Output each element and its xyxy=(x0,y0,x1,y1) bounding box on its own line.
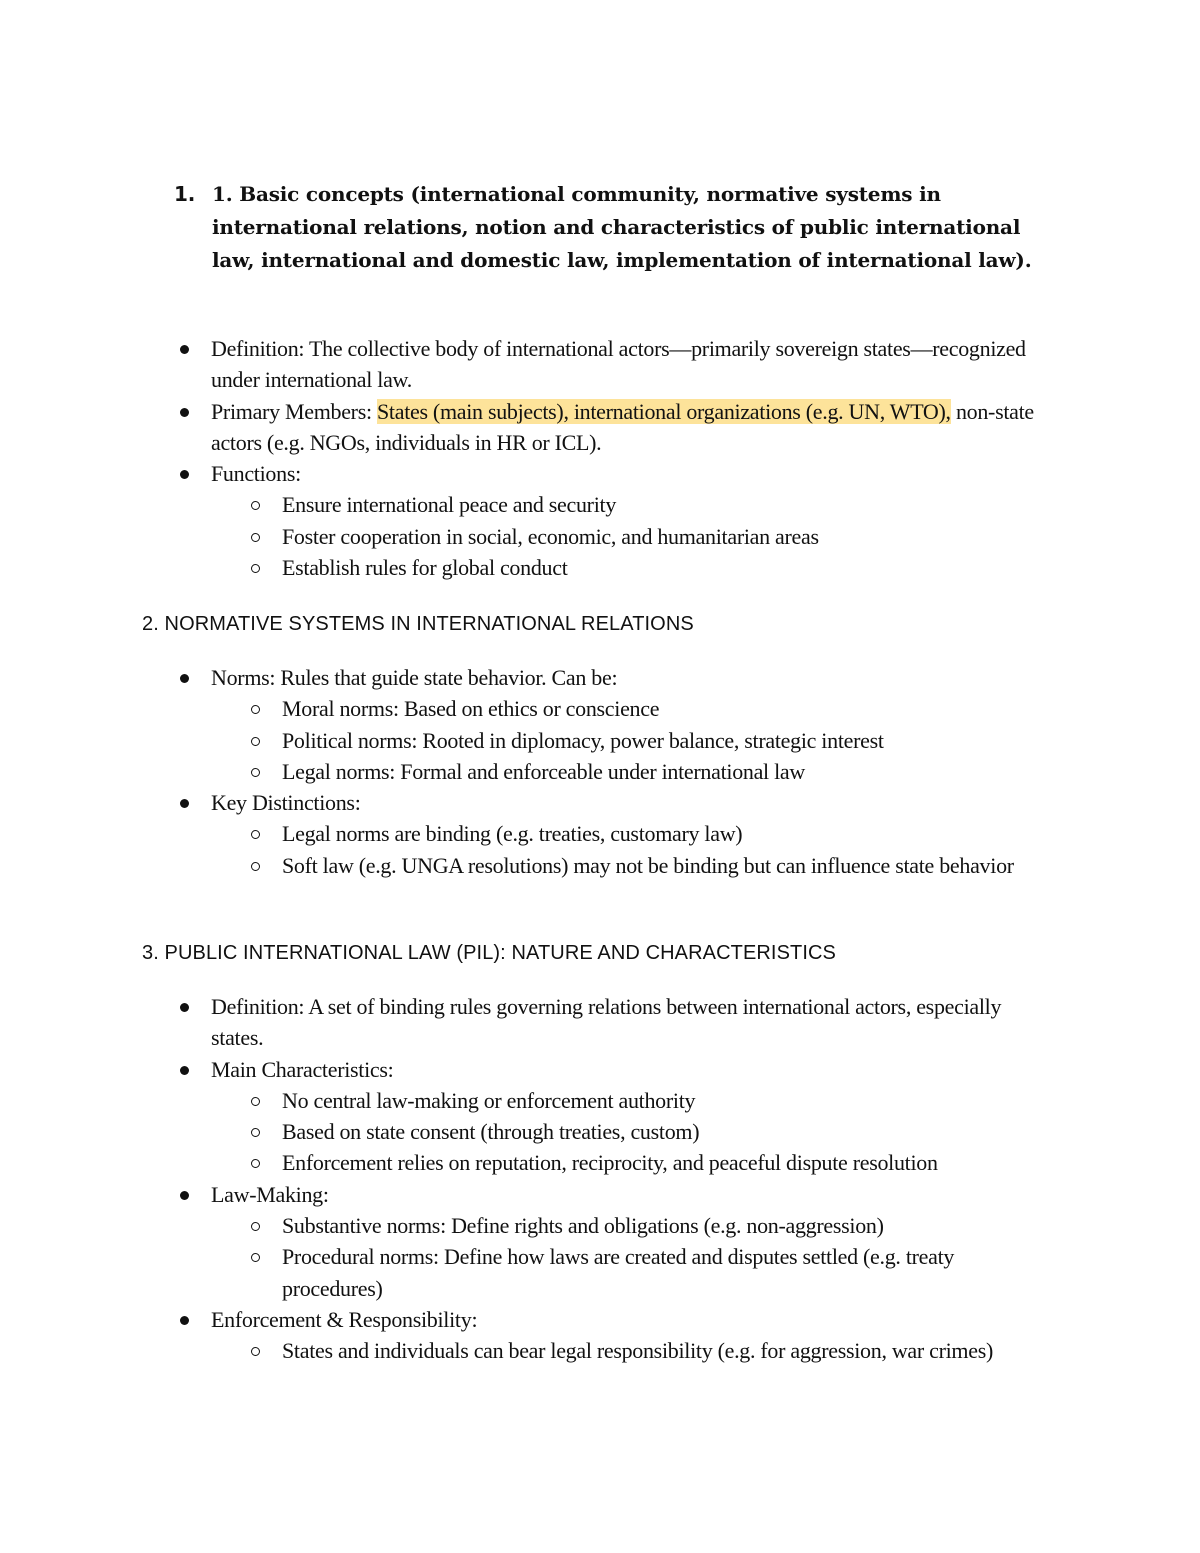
main-heading xyxy=(174,178,1054,277)
list-item-enforcement xyxy=(174,1304,1044,1335)
sub-item-text: Political norms: Rooted in diplomacy, power balance, strategic interest xyxy=(282,727,884,753)
circle-bullet-icon xyxy=(251,1159,260,1168)
circle-bullet-icon xyxy=(251,705,260,714)
heading-number: 1. xyxy=(174,182,196,206)
circle-bullet-icon xyxy=(251,533,260,542)
bullet-icon xyxy=(180,1066,189,1075)
sub-item xyxy=(174,1241,1044,1304)
sub-item-text: Foster cooperation in social, economic, and humanitarian areas xyxy=(282,523,819,549)
sub-item xyxy=(174,725,1044,756)
list-item-definition xyxy=(174,333,1044,396)
bullet-icon xyxy=(180,1316,189,1325)
list-item-prefix: Primary Members: xyxy=(211,398,377,424)
sub-item xyxy=(174,1335,1044,1366)
sub-item-text: Establish rules for global conduct xyxy=(282,555,568,581)
sub-item xyxy=(174,1085,1044,1116)
list-item-text: Definition: A set of binding rules governing relations between international actors, especially states. xyxy=(211,994,1002,1051)
sub-item-text: States and individuals can bear legal responsibility (e.g. for aggression, war crimes) xyxy=(282,1338,993,1364)
list-item-law-making xyxy=(174,1179,1044,1210)
section3-list xyxy=(174,991,1044,1367)
highlighted-text: States (main subjects), international organizations (e.g. UN, WTO), xyxy=(376,398,951,424)
bullet-icon xyxy=(180,1191,189,1200)
circle-bullet-icon xyxy=(251,1347,260,1356)
circle-bullet-icon xyxy=(251,1097,260,1106)
sub-item-text: Legal norms are binding (e.g. treaties, customary law) xyxy=(282,821,743,847)
sub-item xyxy=(174,552,1044,583)
sub-item-text: Moral norms: Based on ethics or conscience xyxy=(282,696,660,722)
circle-bullet-icon xyxy=(251,862,260,871)
bullet-icon xyxy=(180,1003,189,1012)
list-item-text: Definition: The collective body of international actors—primarily sovereign states—recognized under international law. xyxy=(211,336,1026,393)
circle-bullet-icon xyxy=(251,1222,260,1231)
sub-item xyxy=(174,1116,1044,1147)
sub-item xyxy=(174,756,1044,787)
bullet-icon xyxy=(180,470,189,479)
sub-item-text: Substantive norms: Define rights and obligations (e.g. non-aggression) xyxy=(282,1213,884,1239)
circle-bullet-icon xyxy=(251,1253,260,1262)
sub-item xyxy=(174,1147,1044,1178)
sub-item xyxy=(174,489,1044,520)
circle-bullet-icon xyxy=(251,564,260,573)
list-item-text: Norms: Rules that guide state behavior. Can be: xyxy=(211,665,618,690)
bullet-icon xyxy=(180,799,189,808)
circle-bullet-icon xyxy=(251,830,260,839)
section2-title: 2. NORMATIVE SYSTEMS IN INTERNATIONAL RELATIONS xyxy=(142,613,694,635)
sub-item xyxy=(174,521,1044,552)
sub-item-text: Soft law (e.g. UNGA resolutions) may not be binding but can influence state behavior xyxy=(282,852,1014,878)
heading-text: 1. Basic concepts (international community, normative systems in international relations, notion and characteristics of public international law, international and domestic law, implementation of international law). xyxy=(212,182,1032,272)
circle-bullet-icon xyxy=(251,737,260,746)
sub-item xyxy=(174,1210,1044,1241)
sub-item xyxy=(174,850,1044,881)
circle-bullet-icon xyxy=(251,501,260,510)
bullet-icon xyxy=(180,345,189,354)
sub-item-text: Procedural norms: Define how laws are created and disputes settled (e.g. treaty procedures) xyxy=(282,1244,955,1301)
sub-item-text: Enforcement relies on reputation, reciprocity, and peaceful dispute resolution xyxy=(282,1150,938,1176)
list-item-text: Law-Making: xyxy=(211,1181,329,1207)
list-item-norms xyxy=(174,662,1044,693)
section1-list xyxy=(174,333,1044,583)
sub-item-text: Based on state consent (through treaties, custom) xyxy=(282,1119,700,1145)
sub-item-text: Legal norms: Formal and enforceable under international law xyxy=(282,758,805,784)
list-item-functions xyxy=(174,458,1044,489)
list-item-suffix: non-state actors (e.g. NGOs, individuals in HR or ICL). xyxy=(211,398,1034,455)
circle-bullet-icon xyxy=(251,1128,260,1137)
section3-title: 3. PUBLIC INTERNATIONAL LAW (PIL): NATURE AND CHARACTERISTICS xyxy=(142,942,836,964)
sub-item-text: No central law-making or enforcement authority xyxy=(282,1087,696,1113)
list-item-text: Key Distinctions: xyxy=(211,790,361,816)
list-item-key-distinctions xyxy=(174,787,1044,818)
sub-item xyxy=(174,693,1044,724)
list-item-definition xyxy=(174,991,1044,1054)
bullet-icon xyxy=(180,674,189,683)
list-item-text: Functions: xyxy=(211,461,301,487)
circle-bullet-icon xyxy=(251,768,260,777)
list-item-text: Enforcement & Responsibility: xyxy=(211,1306,478,1332)
list-item-main-characteristics xyxy=(174,1054,1044,1085)
list-item-text: Main Characteristics: xyxy=(211,1056,394,1082)
sub-item-text: Ensure international peace and security xyxy=(282,492,617,518)
list-item-primary-members xyxy=(174,396,1044,459)
bullet-icon xyxy=(180,408,189,417)
section2-list xyxy=(174,662,1044,881)
sub-item xyxy=(174,818,1044,849)
